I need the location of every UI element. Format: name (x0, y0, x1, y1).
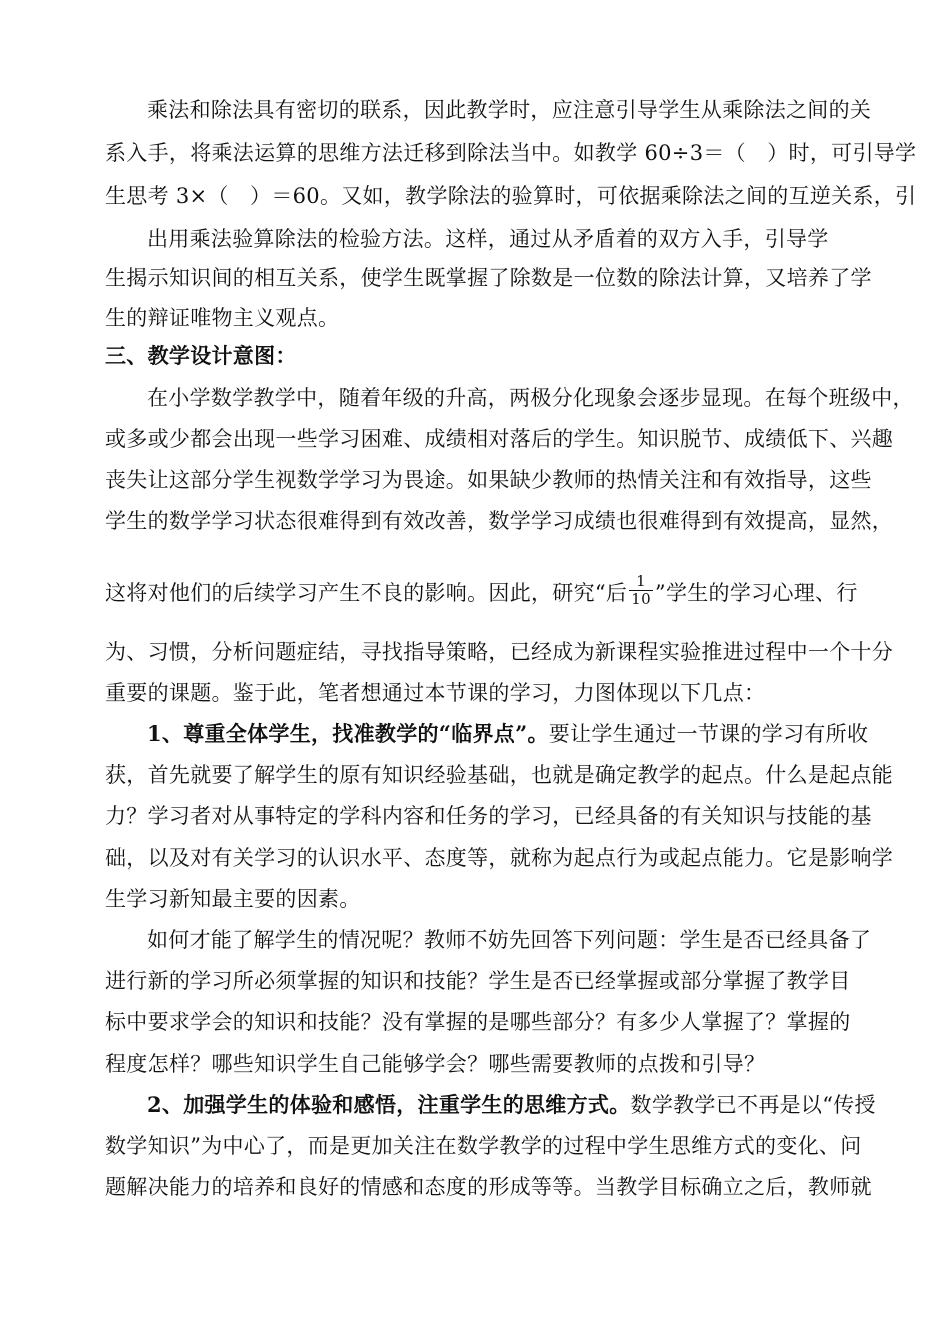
text-segment: 这将对他们的后续学习产生不良的影响。因此，研究“后 (105, 581, 628, 605)
paragraph-line: 或多或少都会出现一些学习困难、成绩相对落后的学生。知识脱节、成绩低下、兴趣 (105, 427, 894, 451)
paragraph-line: 乘法和除法具有密切的联系，因此教学时，应注意引导学生从乘除法之间的关 (147, 98, 872, 122)
paragraph-line: 在小学数学教学中，随着年级的升高，两极分化现象会逐步显现。在每个班级中， (147, 386, 914, 410)
paragraph-line-with-fraction (105, 572, 885, 608)
paragraph-line: 础，以及对有关学习的认识水平、态度等，就称为起点行为或起点能力。它是影响学 (105, 846, 894, 870)
bold-lead: 2、加强学生的体验和感悟，注重学生的思维方式。 (147, 1092, 631, 1117)
fraction-denominator: 10 (631, 590, 651, 608)
paragraph-line: 生学习新知最主要的因素。 (105, 887, 361, 911)
paragraph-line: 标中要求学会的知识和技能？没有掌握的是哪些部分？有多少人掌握了？掌握的 (105, 1010, 851, 1034)
paragraph-line: 题解决能力的培养和良好的情感和态度的形成等等。当教学目标确立之后，教师就 (105, 1175, 872, 1199)
fraction-numerator: 1 (629, 573, 653, 591)
paragraph-line: 生揭示知识间的相互关系，使学生既掌握了除数是一位数的除法计算，又培养了学 (105, 266, 872, 290)
paragraph-line: 生思考 3×（ ）＝60。又如，教学除法的验算时，可依据乘除法之间的互逆关系，引 (105, 184, 917, 208)
paragraph-line: 系入手，将乘法运算的思维方法迁移到除法当中。如教学 60÷3＝（ ）时，可引导学 (105, 141, 917, 165)
paragraph-line (147, 719, 885, 749)
text-segment: 数学教学已不再是以“传授 (630, 1093, 876, 1117)
paragraph-line: 力？学习者对从事特定的学科内容和任务的学习，已经具备的有关知识与技能的基 (105, 804, 872, 828)
paragraph-line: 重要的课题。鉴于此，笔者想通过本节课的学习，力图体现以下几点： (105, 681, 766, 705)
paragraph-line: 获，首先就要了解学生的原有知识经验基础，也就是确定教学的起点。什么是起点能 (105, 763, 894, 787)
paragraph-line (147, 1090, 885, 1120)
paragraph-line: 数学知识”为中心了，而是更加关注在数学教学的过程中学生思维方式的变化、问 (105, 1134, 862, 1158)
text-segment: ”学生的学习心理、行 (654, 581, 858, 605)
fraction (629, 573, 653, 608)
paragraph-line: 生的辩证唯物主义观点。 (105, 306, 340, 330)
section-heading: 三、教学设计意图： (105, 343, 297, 368)
paragraph-line: 出用乘法验算除法的检验方法。这样，通过从矛盾着的双方入手，引导学 (147, 227, 829, 251)
paragraph-line: 学生的数学学习状态很难得到有效改善，数学学习成绩也很难得到有效提高，显然， (105, 509, 894, 533)
text-segment: 要让学生通过一节课的学习有所收 (548, 722, 869, 746)
paragraph-line: 进行新的学习所必须掌握的知识和技能？学生是否已经掌握或部分掌握了教学目 (105, 969, 851, 993)
paragraph-line: 丧失让这部分学生视数学学习为畏途。如果缺少教师的热情关注和有效指导，这些 (105, 468, 872, 492)
paragraph-line: 程度怎样？哪些知识学生自己能够学会？哪些需要教师的点拨和引导？ (105, 1052, 766, 1076)
bold-lead: 1、尊重全体学生，找准教学的“临界点”。 (147, 721, 549, 746)
paragraph-line: 为、习惯，分析问题症结，寻找指导策略，已经成为新课程实验推进过程中一个十分 (105, 640, 894, 664)
paragraph-line: 如何才能了解学生的情况呢？教师不妨先回答下列问题：学生是否已经具备了 (147, 928, 872, 952)
